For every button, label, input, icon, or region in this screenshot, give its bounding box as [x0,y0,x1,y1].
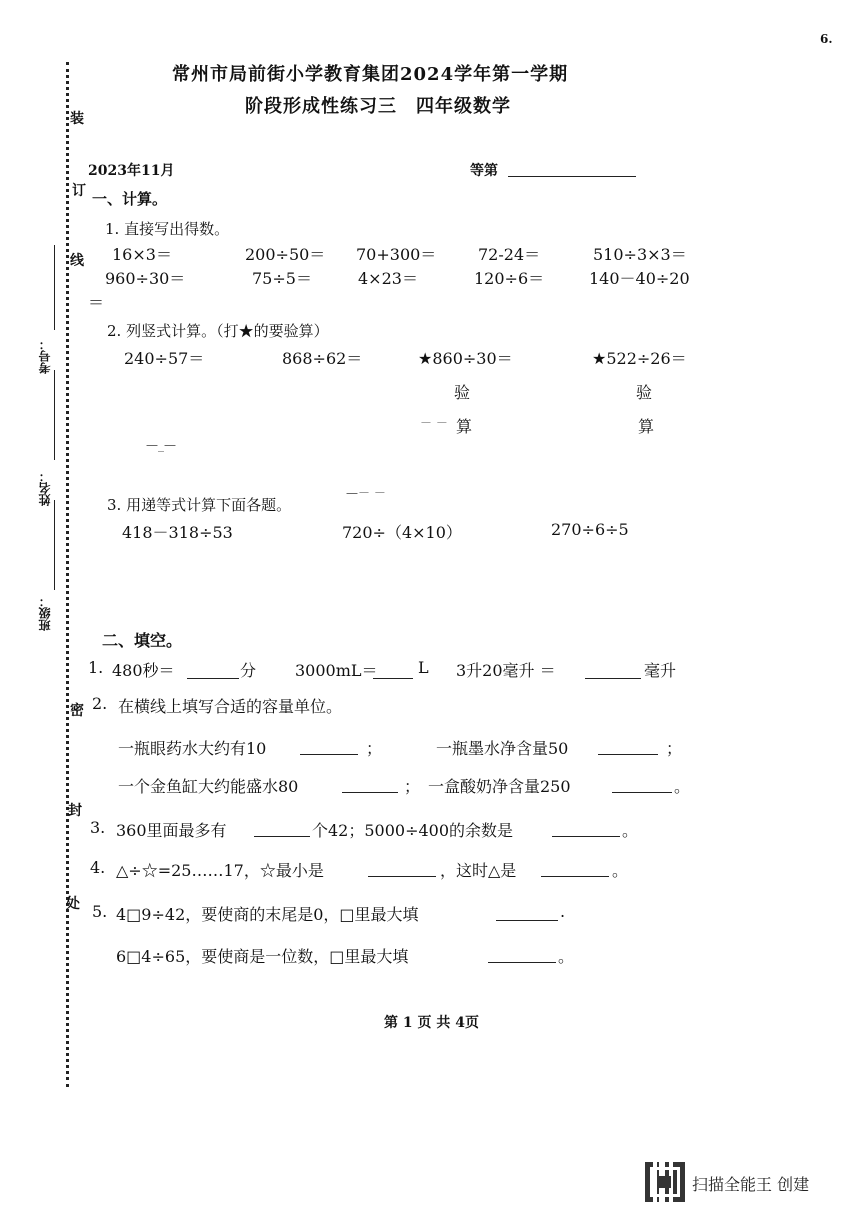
calc-item: 72-24＝ [478,245,541,264]
q4-number: 4. [90,858,106,877]
binding-word-chu: 处 [66,896,80,912]
binding-word-ding: 订 [72,183,86,199]
binding-word-zhuang: 装 [70,111,84,127]
q5-line1-end: . [560,902,566,921]
calc-item: 4×23＝ [358,269,418,288]
q1-part-c: 3升20毫升 ＝ [456,661,556,680]
section2-heading: 二、填空。 [102,631,183,650]
q2-end: 。 [674,777,691,796]
q5-line1: 4□9÷42，要使商的末尾是0，□里最大填 [116,905,419,924]
check-label-yan: 验 [636,383,653,402]
calc-item: 510÷3×3＝ [593,245,687,264]
q3-part-a: 360里面最多有 [116,821,227,840]
q1-unit-a: 分 [240,661,257,680]
answer-blank [585,678,641,679]
stepwise-calc-item: 270÷6÷5 [551,520,629,539]
answer-blank [541,876,609,877]
q3-part-b: 个42；5000÷400的余数是 [312,821,514,840]
q2-line1-right: 一瓶墨水净含量50 [436,739,569,758]
stepwise-calc-item: 720÷（4×10） [342,523,462,542]
stray-marks: － － [420,416,448,430]
answer-blank [373,678,413,679]
answer-blank [496,920,558,921]
stray-marks: —_— [146,438,176,452]
q5-number: 5. [92,902,108,921]
q2-number: 2. [92,694,108,713]
binding-dotted-line [66,62,69,1087]
calc-item: 960÷30＝ [105,269,186,288]
section1-heading: 一、计算。 [92,190,168,208]
title-line-1: 常州市局前街小学教育集团2024学年第一学期 [172,64,569,85]
vertical-calc-item: ★860÷30＝ [418,349,513,368]
vertical-calc-item: 868÷62＝ [282,349,363,368]
q1-unit-c: 毫升 [644,661,677,680]
q4-end: 。 [612,861,629,880]
class-line [54,500,55,590]
q4-part-a: △÷☆=25……17，☆最小是 [116,861,324,880]
part2-title: 2. 列竖式计算。（打★的要验算） [107,322,329,340]
q2-end: ； [666,739,683,758]
part3-title: 3. 用递等式计算下面各题。 [107,496,292,514]
q2-sep: ； [404,777,421,796]
check-label-suan: 算 [456,417,473,436]
calc-overflow: ＝ [88,293,105,312]
binding-word-xian: 线 [70,253,84,269]
qr-code-icon [645,1162,685,1202]
exam-number-line [54,245,55,330]
q4-part-b: ，这时△是 [440,861,517,880]
corner-mark: 6. [820,32,833,46]
watermark-text: 扫描全能王 创建 [692,1175,810,1194]
calc-item: 120÷6＝ [474,269,545,288]
calc-item: 200÷50＝ [245,245,326,264]
q3-end: 。 [622,821,639,840]
q1-unit-b: L [418,658,429,677]
q1-number: 1. [88,658,104,677]
answer-blank [368,876,436,877]
q2-line1-left: 一瓶眼药水大约有10 [118,739,267,758]
q1-part-a: 480秒＝ [112,661,175,680]
answer-blank [254,836,310,837]
stepwise-calc-item: 418－318÷53 [122,523,233,542]
part1-title: 1. 直接写出得数。 [105,220,230,238]
page-number: 第 1 页 共 4页 [384,1015,479,1031]
name-line [54,370,55,460]
name-label: 姓名： [38,470,52,506]
vertical-calc-item: ★522÷26＝ [592,349,687,368]
answer-blank [488,962,556,963]
calc-item: 140－40÷20 [589,269,690,288]
calc-item: 70+300＝ [356,245,437,264]
grade-label: 等第 [470,163,498,179]
calc-item: 16×3＝ [112,245,172,264]
calc-item: 75÷5＝ [252,269,312,288]
class-label: 班级： [38,595,52,631]
stray-marks: —－ － [346,486,386,500]
title-line-2: 阶段形成性练习三 四年级数学 [245,96,511,117]
q5-line2-end: 。 [558,947,575,966]
answer-blank [552,836,620,837]
q1-part-b: 3000mL＝ [295,661,378,680]
q2-text: 在横线上填写合适的容量单位。 [118,697,343,716]
answer-blank [187,678,239,679]
exam-number-label: 考号： [38,338,52,374]
answer-blank [300,754,358,755]
answer-blank [598,754,658,755]
q2-line2-left: 一个金鱼缸大约能盛水80 [118,777,299,796]
check-label-suan: 算 [638,417,655,436]
grade-blank [508,176,636,177]
binding-word-mi: 密 [70,703,84,719]
vertical-calc-item: 240÷57＝ [124,349,205,368]
q3-number: 3. [90,818,106,837]
exam-date: 2023年11月 [88,163,175,179]
answer-blank [612,792,672,793]
answer-blank [342,792,398,793]
q5-line2: 6□4÷65，要使商是一位数，□里最大填 [116,947,409,966]
q2-line2-right: 一盒酸奶净含量250 [428,777,571,796]
q2-sep: ； [366,739,383,758]
check-label-yan: 验 [454,383,471,402]
binding-word-feng: 封 [68,803,82,819]
